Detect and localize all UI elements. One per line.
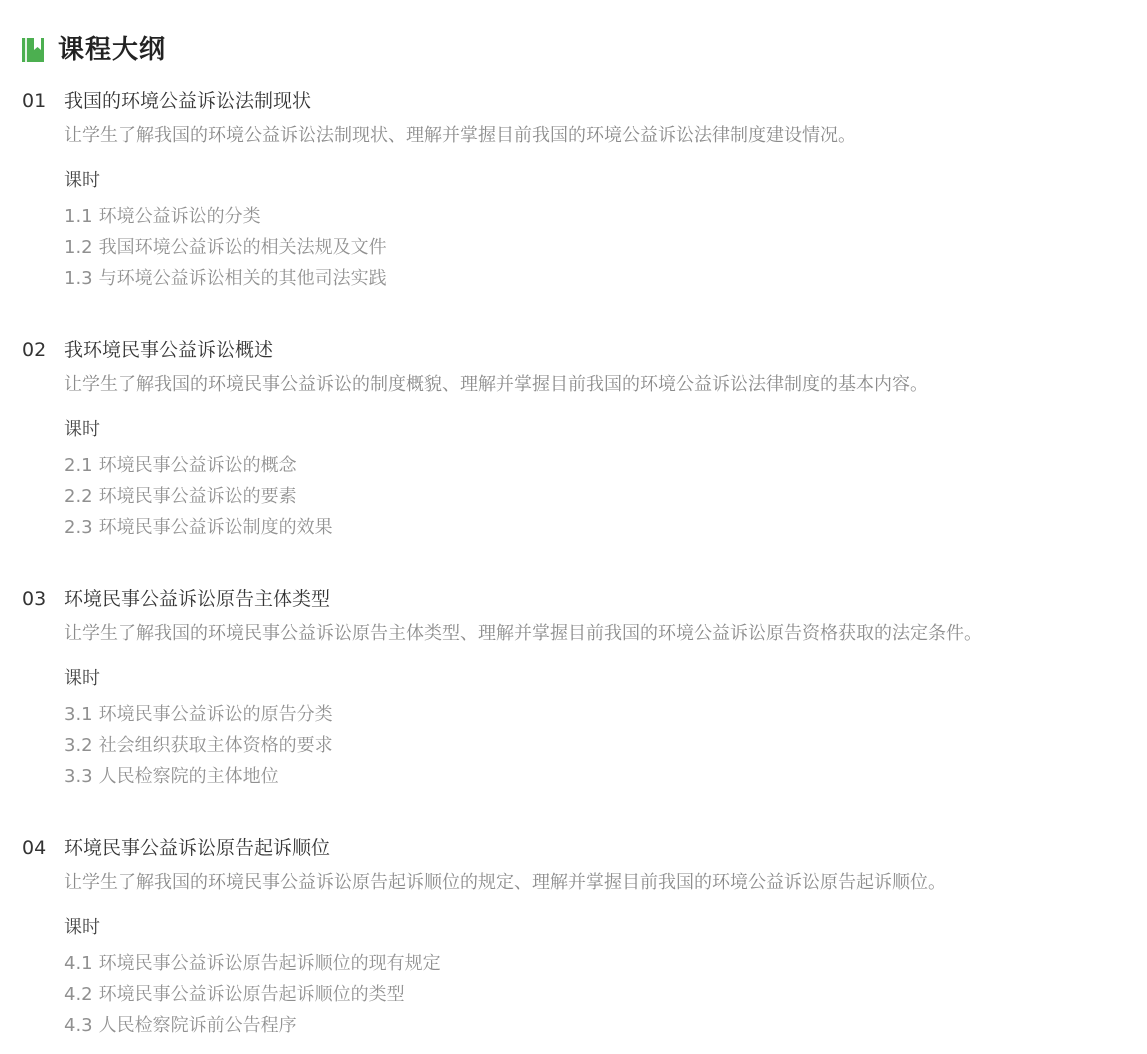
chapter-number: 02 (22, 339, 47, 361)
lesson-number: 1.2 (64, 237, 93, 258)
page-title: 课程大纲 (58, 35, 167, 65)
lesson-title: 人民检察院诉前公告程序 (98, 1015, 297, 1036)
lesson-list (64, 699, 1142, 792)
chapter-description: 让学生了解我国的环境民事公益诉讼原告起诉顺位的规定、理解并掌握目前我国的环境公益诉讼原告起诉顺位。 (64, 872, 946, 893)
lesson-number: 1.1 (64, 206, 93, 227)
lesson-item (64, 263, 1142, 294)
lesson-item (64, 761, 1142, 792)
lesson-item (64, 730, 1142, 761)
lesson-list (64, 450, 1142, 543)
lesson-item (64, 201, 1142, 232)
course-outline-header (22, 30, 166, 70)
lesson-number: 3.1 (64, 704, 93, 725)
chapter-03 (22, 584, 1142, 792)
lessons-label: 课时 (64, 170, 100, 191)
chapter-number: 03 (22, 588, 47, 610)
lesson-title: 社会组织获取主体资格的要求 (98, 735, 333, 756)
lesson-number: 4.2 (64, 984, 93, 1005)
lessons-label: 课时 (64, 419, 100, 440)
lesson-number: 2.2 (64, 486, 93, 507)
chapter-number: 04 (22, 837, 47, 859)
lesson-title: 环境民事公益诉讼的原告分类 (98, 704, 333, 725)
lesson-number: 4.3 (64, 1015, 93, 1036)
lesson-title: 环境民事公益诉讼制度的效果 (98, 517, 333, 538)
lesson-list (64, 201, 1142, 294)
chapter-description: 让学生了解我国的环境民事公益诉讼原告主体类型、理解并掌握目前我国的环境公益诉讼原告资格获取的法定条件。 (64, 623, 982, 644)
chapter-description: 让学生了解我国的环境公益诉讼法制现状、理解并掌握目前我国的环境公益诉讼法律制度建设情况。 (64, 125, 856, 146)
lesson-item (64, 481, 1142, 512)
chapter-title: 我国的环境公益诉讼法制现状 (64, 90, 312, 112)
lesson-item (64, 512, 1142, 543)
chapter-number: 01 (22, 90, 47, 112)
lessons-label: 课时 (64, 668, 100, 689)
lesson-title: 环境民事公益诉讼原告起诉顺位的现有规定 (98, 953, 441, 974)
chapter-04 (22, 833, 1142, 1041)
lesson-title: 环境公益诉讼的分类 (98, 206, 261, 227)
lesson-number: 4.1 (64, 953, 93, 974)
chapter-title: 环境民事公益诉讼原告起诉顺位 (64, 837, 331, 859)
chapter-description: 让学生了解我国的环境民事公益诉讼的制度概貌、理解并掌握目前我国的环境公益诉讼法律制度的基本内容。 (64, 374, 928, 395)
chapter-heading (22, 335, 1142, 365)
lesson-title: 环境民事公益诉讼原告起诉顺位的类型 (98, 984, 405, 1005)
lesson-title: 我国环境公益诉讼的相关法规及文件 (98, 237, 387, 258)
chapter-title: 我环境民事公益诉讼概述 (64, 339, 274, 361)
lesson-item (64, 232, 1142, 263)
chapter-heading (22, 86, 1142, 116)
lesson-number: 3.3 (64, 766, 93, 787)
lesson-item (64, 450, 1142, 481)
lesson-title: 环境民事公益诉讼的概念 (98, 455, 297, 476)
lesson-number: 3.2 (64, 735, 93, 756)
lesson-title: 与环境公益诉讼相关的其他司法实践 (98, 268, 387, 289)
chapter-heading (22, 833, 1142, 863)
chapter-heading (22, 584, 1142, 614)
lesson-item (64, 948, 1142, 979)
chapter-title: 环境民事公益诉讼原告主体类型 (64, 588, 331, 610)
lesson-number: 2.3 (64, 517, 93, 538)
lesson-item (64, 979, 1142, 1010)
lesson-item (64, 699, 1142, 730)
lessons-label: 课时 (64, 917, 100, 938)
lesson-title: 人民检察院的主体地位 (98, 766, 279, 787)
chapter-02 (22, 335, 1142, 543)
book-icon (22, 38, 44, 62)
lesson-list (64, 948, 1142, 1041)
lesson-title: 环境民事公益诉讼的要素 (98, 486, 297, 507)
lesson-item (64, 1010, 1142, 1041)
chapter-01 (22, 86, 1142, 294)
lesson-number: 1.3 (64, 268, 93, 289)
lesson-number: 2.1 (64, 455, 93, 476)
